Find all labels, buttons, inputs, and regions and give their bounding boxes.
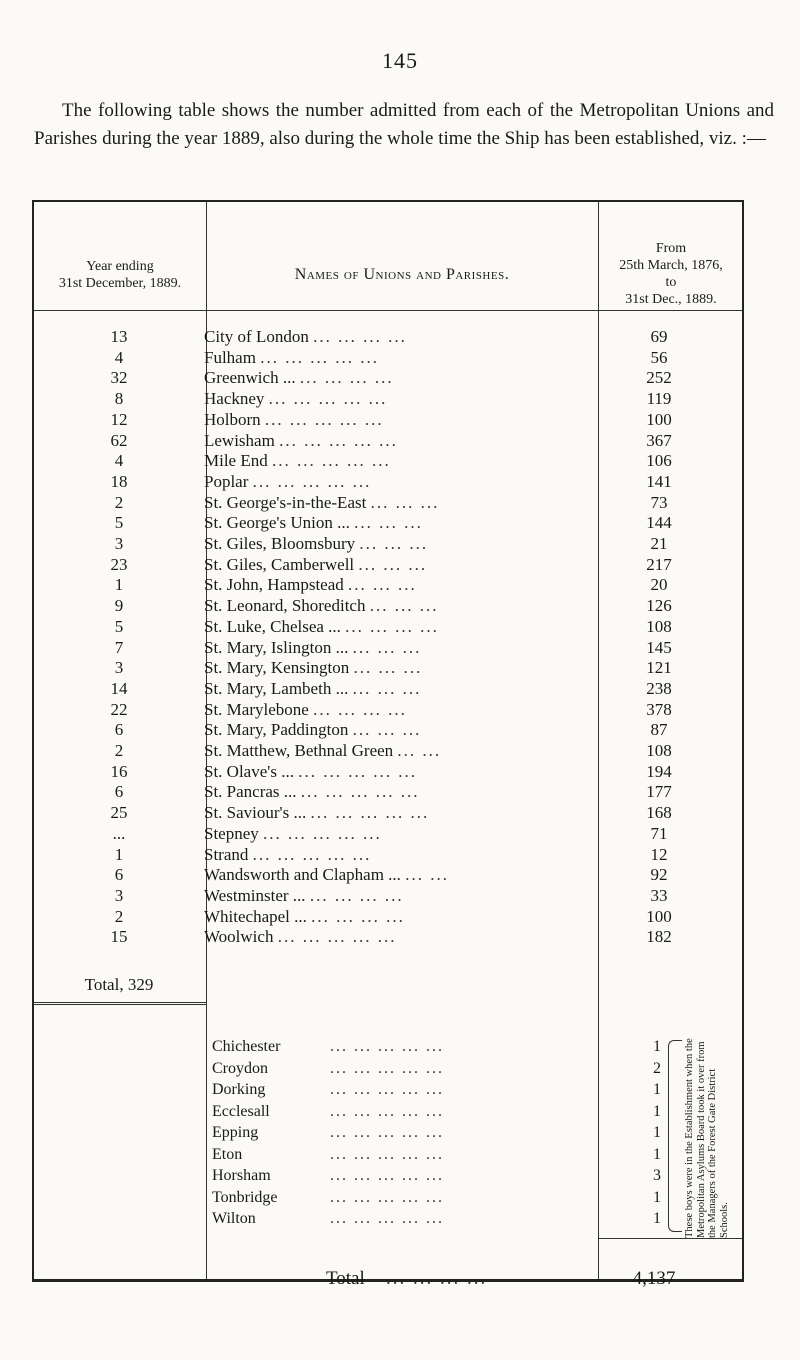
year-count: 2 xyxy=(114,741,124,760)
year-count: 3 xyxy=(114,658,124,678)
union-name-text: Strand xyxy=(204,844,249,864)
union-name-text: St. Olave's ... xyxy=(204,761,294,781)
year-count: 62 xyxy=(110,430,128,450)
union-name-text: Poplar xyxy=(204,471,249,491)
total-count: 21 xyxy=(650,534,668,553)
table-row xyxy=(34,886,742,906)
leader-dots: ... ... ... xyxy=(369,596,439,616)
union-name-text: St. Mary, Kensington xyxy=(204,658,350,678)
union-name xyxy=(204,720,594,740)
grand-total-label: Total xyxy=(326,1268,365,1289)
table-row xyxy=(34,824,742,844)
table-row xyxy=(34,327,742,347)
union-name-text: St. George's Union ... xyxy=(204,513,350,533)
union-name xyxy=(204,803,594,823)
union-name xyxy=(204,431,594,451)
union-name xyxy=(204,700,594,720)
side-note-box xyxy=(684,1032,742,1238)
leader-dots: ... ... xyxy=(397,741,442,760)
grand-total-value: 4,137 xyxy=(632,1268,676,1289)
union-name-text: St. Mary, Islington ... xyxy=(204,637,349,657)
union-name xyxy=(204,348,594,368)
union-name-text: Ecclesall xyxy=(212,1102,270,1120)
union-name-text: Wilton xyxy=(212,1210,256,1227)
leader-dots: ... ... ... xyxy=(354,513,423,533)
union-name-text: Eton xyxy=(212,1145,243,1163)
year-count: 15 xyxy=(110,927,128,947)
leader-dots: ... ... ... ... ... xyxy=(279,430,398,450)
union-name xyxy=(204,472,594,492)
leader-dots: ... ... ... ... ... xyxy=(330,1210,444,1227)
union-name xyxy=(204,741,594,761)
year-count: 12 xyxy=(110,409,128,429)
table-row xyxy=(34,348,742,368)
table-row xyxy=(34,431,742,451)
union-name xyxy=(204,534,594,554)
table-row xyxy=(34,638,742,658)
union-name xyxy=(204,927,594,947)
union-name xyxy=(204,513,594,533)
union-name xyxy=(204,658,594,678)
total-count: 144 xyxy=(646,513,672,533)
union-name-text: Fulham xyxy=(204,347,256,367)
union-name-text: St. Matthew, Bethnal Green xyxy=(204,741,394,760)
table-row xyxy=(34,555,742,575)
total-count: 108 xyxy=(646,616,672,636)
union-name-text: St. Giles, Camberwell xyxy=(204,554,355,574)
year-count: 32 xyxy=(110,368,128,388)
leader-dots: ... ... ... xyxy=(358,554,428,574)
table-row xyxy=(34,658,742,678)
table-row xyxy=(34,368,742,388)
union-name-text: Mile End xyxy=(204,451,268,471)
lower-row xyxy=(212,1166,598,1185)
brace xyxy=(668,1040,682,1232)
year-count: 7 xyxy=(114,637,124,657)
table-row xyxy=(34,679,742,699)
union-name-text: Croydon xyxy=(212,1059,268,1077)
year-count: 1 xyxy=(114,575,124,595)
union-name xyxy=(204,638,594,658)
leader-dots: ... ... ... ... ... xyxy=(330,1059,444,1077)
total-count: 100 xyxy=(646,906,672,926)
union-name-text: Westminster ... xyxy=(204,885,306,905)
leader-dots: ... ... ... xyxy=(352,678,422,698)
leader-dots: ... ... ... xyxy=(353,658,423,678)
lower-count: 2 xyxy=(653,1059,661,1077)
side-note: These boys were in the Establishment when the Metropolitan Asylums Board took it over from the Managers of the Forest Gate District Schools. xyxy=(684,1038,730,1238)
header-from-line-4: 31st Dec., 1889. xyxy=(625,292,717,307)
union-name-text: St. Mary, Paddington xyxy=(204,720,349,740)
total-count: 33 xyxy=(650,885,668,905)
year-count: 5 xyxy=(114,616,124,636)
union-name-text: Tonbridge xyxy=(212,1188,278,1206)
lower-row xyxy=(212,1059,598,1078)
total-count: 106 xyxy=(646,451,672,471)
union-name xyxy=(204,389,594,409)
table-row xyxy=(34,389,742,409)
total-count: 108 xyxy=(646,741,672,760)
header-from-line-2: 25th March, 1876, xyxy=(619,258,723,273)
table-row xyxy=(34,472,742,492)
header-from xyxy=(598,240,744,308)
leader-dots: ... ... ... ... ... xyxy=(263,823,382,843)
total-count: 177 xyxy=(646,782,672,802)
page-number: 145 xyxy=(382,48,418,73)
union-name-text: Whitechapel ... xyxy=(204,906,307,926)
table-row xyxy=(34,513,742,533)
total-count: 378 xyxy=(646,699,672,719)
lower-count: 1 xyxy=(653,1102,661,1120)
header-rule xyxy=(34,310,742,311)
union-name xyxy=(204,410,594,430)
union-name xyxy=(204,824,594,844)
table-row xyxy=(34,720,742,740)
total-count: 367 xyxy=(646,430,672,450)
table-row xyxy=(34,782,742,802)
total-count: 71 xyxy=(650,823,668,843)
table-row xyxy=(34,596,742,616)
union-name-text: Wandsworth and Clapham ... xyxy=(204,865,401,885)
total-count: 92 xyxy=(650,865,668,885)
leader-dots: ... ... ... ... xyxy=(299,368,394,388)
year-count: 18 xyxy=(110,471,128,491)
table-row xyxy=(34,493,742,513)
year-count: 8 xyxy=(114,389,124,409)
union-name xyxy=(204,865,594,885)
lower-count: 3 xyxy=(653,1167,661,1184)
year-count: 4 xyxy=(114,347,124,367)
year-count: 23 xyxy=(110,554,128,574)
union-name-text: Horsham xyxy=(212,1167,271,1184)
lower-row xyxy=(212,1102,598,1121)
total-count: 56 xyxy=(650,347,668,367)
lower-count: 1 xyxy=(653,1145,661,1163)
union-name xyxy=(204,617,594,637)
total-count: 126 xyxy=(646,596,672,616)
union-name-text: St. George's-in-the-East xyxy=(204,492,367,512)
year-count: 5 xyxy=(114,513,124,533)
year-count: 4 xyxy=(114,451,124,471)
union-name-text: St. Giles, Bloomsbury xyxy=(204,534,356,553)
grand-total-dots: ... ... ... ... xyxy=(386,1268,488,1289)
year-count: 6 xyxy=(114,782,124,802)
leader-dots: ... ... ... ... ... xyxy=(330,1102,444,1120)
union-name xyxy=(204,596,594,616)
leader-dots: ... ... ... ... xyxy=(313,327,407,346)
header-year-line-2: 31st December, 1889. xyxy=(58,276,182,291)
union-name-text: St. John, Hampstead xyxy=(204,575,344,595)
lower-row xyxy=(212,1123,598,1142)
table-row xyxy=(34,907,742,927)
union-name-text: Holborn xyxy=(204,409,261,429)
table-row xyxy=(34,700,742,720)
total-count: 238 xyxy=(646,678,672,698)
leader-dots: ... ... ... xyxy=(352,637,422,657)
union-name-text: St. Mary, Lambeth ... xyxy=(204,678,349,698)
union-name-text: St. Pancras ... xyxy=(204,782,297,802)
table-row xyxy=(34,741,742,761)
lower-row xyxy=(212,1209,598,1228)
table-row xyxy=(34,845,742,865)
year-count: 6 xyxy=(114,720,124,740)
leader-dots: ... ... ... xyxy=(370,492,440,512)
year-count: ... xyxy=(112,823,126,843)
leader-dots: ... ... ... ... ... xyxy=(330,1188,444,1206)
total-count: 252 xyxy=(646,368,672,388)
leader-dots: ... ... ... ... ... xyxy=(310,803,430,823)
lower-count: 1 xyxy=(653,1210,661,1227)
leader-dots: ... ... ... ... ... xyxy=(300,782,420,802)
leader-dots: ... ... ... xyxy=(352,720,422,740)
union-name-text: St. Leonard, Shoreditch xyxy=(204,596,366,616)
leader-dots: ... ... ... ... xyxy=(309,885,404,905)
year-count: 2 xyxy=(114,492,124,512)
union-name xyxy=(204,451,594,471)
leader-dots: ... ... ... ... ... xyxy=(330,1038,444,1055)
union-name-text: Stepney xyxy=(204,823,259,843)
leader-dots: ... ... ... ... ... xyxy=(330,1167,444,1184)
year-count: 13 xyxy=(110,327,128,346)
leader-dots: ... ... xyxy=(405,865,449,885)
table-row xyxy=(34,451,742,471)
year-count: 25 xyxy=(110,803,128,823)
union-name xyxy=(204,679,594,699)
leader-dots: ... ... ... ... ... xyxy=(264,409,384,429)
leader-dots: ... ... ... xyxy=(359,534,429,553)
total-count: 119 xyxy=(646,389,672,409)
total-count: 182 xyxy=(646,927,672,947)
table-row xyxy=(34,575,742,595)
union-name xyxy=(204,845,594,865)
table-row xyxy=(34,865,742,885)
union-name-text: Dorking xyxy=(212,1081,266,1098)
year-count: 3 xyxy=(114,885,124,905)
header-year-line-1: Year ending xyxy=(86,259,154,274)
total-count: 141 xyxy=(646,471,672,491)
union-name-text: Epping xyxy=(212,1124,259,1141)
total-count: 12 xyxy=(650,844,668,864)
table-row xyxy=(34,762,742,782)
year-count: 22 xyxy=(110,699,128,719)
leader-dots: ... ... ... ... xyxy=(345,616,439,636)
total-count: 194 xyxy=(646,761,672,781)
union-name-text: City of London xyxy=(204,327,309,346)
total-count: 73 xyxy=(650,492,668,512)
intro-paragraph: The following table shows the number admitted from each of the Metropolitan Unions and Parishes during the year 1889, also during the whole time the Ship has been established, viz. :— xyxy=(34,100,774,149)
total-rule xyxy=(34,1002,206,1005)
leader-dots: ... ... ... ... ... xyxy=(252,844,372,864)
leader-dots: ... ... ... ... ... xyxy=(330,1145,444,1163)
union-name-text: St. Marylebone xyxy=(204,699,309,719)
header-from-line-1: From xyxy=(655,241,687,256)
leader-dots: ... ... ... ... xyxy=(311,906,405,926)
year-total: Total, 329 xyxy=(84,975,154,994)
total-count: 87 xyxy=(650,720,668,740)
year-count: 3 xyxy=(114,534,124,553)
union-name-text: Chichester xyxy=(212,1038,281,1055)
header-year xyxy=(34,258,206,292)
table-row xyxy=(34,410,742,430)
union-name-text: St. Saviour's ... xyxy=(204,803,307,823)
total-count: 168 xyxy=(646,803,672,823)
union-name xyxy=(204,762,594,782)
union-name xyxy=(204,575,594,595)
total-count: 100 xyxy=(646,409,672,429)
union-name-text: Lewisham xyxy=(204,430,275,450)
union-name xyxy=(204,493,594,513)
total-count: 69 xyxy=(650,327,668,346)
union-name-text: Greenwich ... xyxy=(204,368,296,388)
header-names: Names of Unions and Parishes. xyxy=(294,266,510,283)
union-name-text: Hackney xyxy=(204,389,265,409)
year-count: 9 xyxy=(114,596,124,616)
admissions-table xyxy=(32,200,744,1289)
union-name-text: St. Luke, Chelsea ... xyxy=(204,616,341,636)
lower-count: 1 xyxy=(653,1038,661,1055)
leader-dots: ... ... ... ... ... xyxy=(298,761,417,781)
year-count: 1 xyxy=(114,844,124,864)
lower-row xyxy=(212,1188,598,1207)
leader-dots: ... ... ... ... ... xyxy=(268,389,388,409)
lower-count-rule xyxy=(598,1238,742,1239)
lower-count: 1 xyxy=(653,1188,661,1206)
total-count: 145 xyxy=(646,637,672,657)
leader-dots: ... ... ... ... ... xyxy=(330,1081,444,1098)
year-count: 16 xyxy=(110,761,128,781)
year-count: 2 xyxy=(114,906,124,926)
union-name xyxy=(204,555,594,575)
lower-row xyxy=(212,1037,598,1056)
leader-dots: ... ... ... ... ... xyxy=(330,1124,444,1141)
leader-dots: ... ... ... ... xyxy=(313,699,407,719)
table-row xyxy=(34,803,742,823)
union-name xyxy=(204,782,594,802)
table-row xyxy=(34,534,742,554)
union-name xyxy=(204,327,594,347)
lower-row xyxy=(212,1080,598,1099)
total-count: 20 xyxy=(650,575,668,595)
lower-row xyxy=(212,1145,598,1164)
leader-dots: ... ... ... ... ... xyxy=(260,347,379,367)
total-count: 121 xyxy=(646,658,672,678)
union-name xyxy=(204,886,594,906)
leader-dots: ... ... ... ... ... xyxy=(272,451,391,471)
lower-count: 1 xyxy=(653,1081,661,1098)
year-count: 14 xyxy=(110,678,128,698)
header-from-line-3: to xyxy=(665,275,677,290)
year-count: 6 xyxy=(114,865,124,885)
leader-dots: ... ... ... xyxy=(348,575,417,595)
table-row xyxy=(34,617,742,637)
union-name xyxy=(204,907,594,927)
total-count: 217 xyxy=(646,554,672,574)
leader-dots: ... ... ... ... ... xyxy=(252,471,372,491)
leader-dots: ... ... ... ... ... xyxy=(277,927,397,947)
union-name-text: Woolwich xyxy=(204,927,274,947)
union-name xyxy=(204,368,594,388)
lower-count: 1 xyxy=(653,1124,661,1141)
table-row xyxy=(34,927,742,947)
